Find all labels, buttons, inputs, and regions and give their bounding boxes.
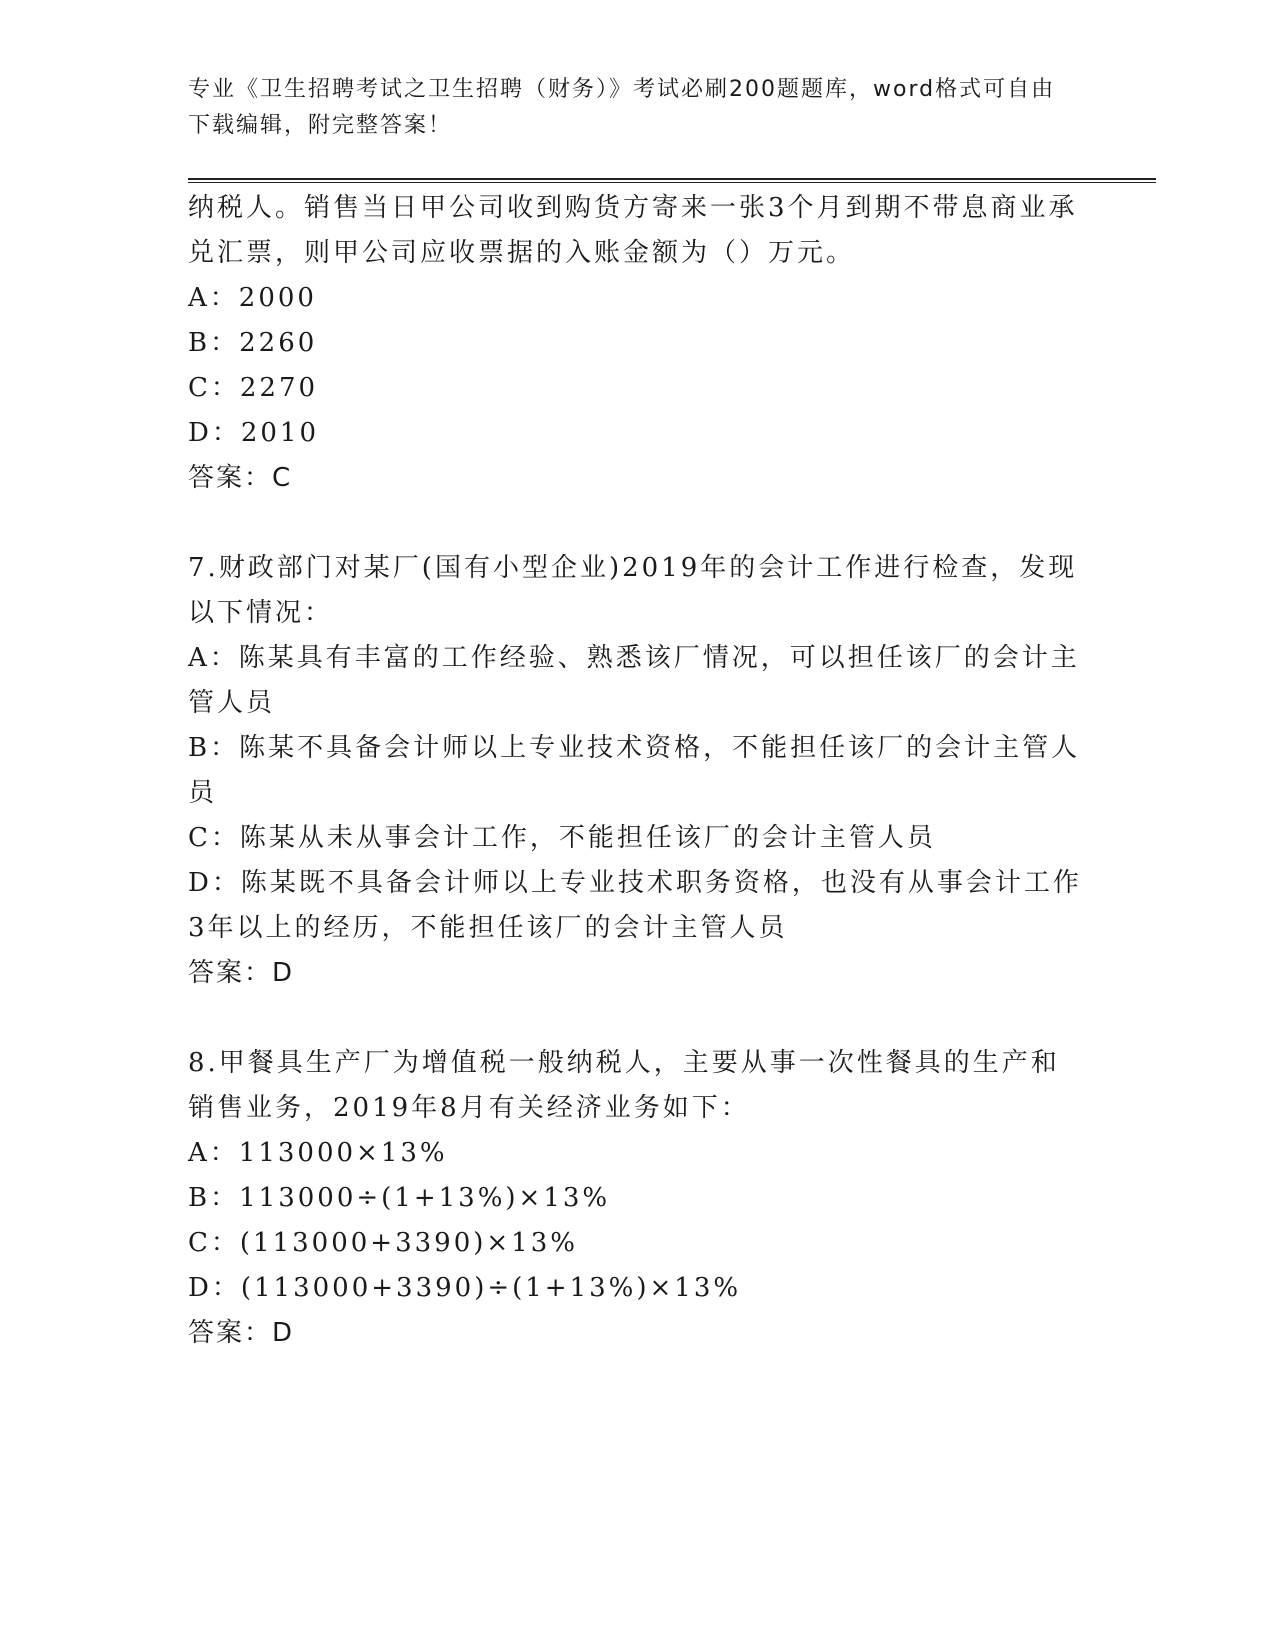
question-7-stem: 7.财政部门对某厂(国有小型企业)2019年的会计工作进行检查，发现以下情况： — [188, 553, 1078, 628]
question-7-answer: 答案：D — [188, 958, 295, 988]
question-7-option-b: B：陈某不具备会计师以上专业技术资格，不能担任该厂的会计主管人员 — [188, 733, 1081, 808]
question-8-option-d: D：(113000+3390)÷(1+13%)×13% — [188, 1273, 742, 1303]
question-7-option-d: D：陈某既不具备会计师以上专业技术职务资格，也没有从事会计工作3年以上的经历，不能担任该厂的会计主管人员 — [188, 868, 1082, 943]
question-8-option-a: A：113000×13% — [188, 1138, 448, 1168]
question-7-option-c: C：陈某从未从事会计工作，不能担任该厂的会计主管人员 — [188, 823, 936, 853]
question-7-option-a: A：陈某具有丰富的工作经验、熟悉该厂情况，可以担任该厂的会计主管人员 — [188, 643, 1080, 718]
question-8-option-c: C：(113000+3390)×13% — [188, 1228, 578, 1258]
question-6-answer: 答案：C — [188, 463, 293, 493]
question-8-option-b: B：113000÷(1+13%)×13% — [188, 1183, 611, 1213]
question-6-option-b: B：2260 — [188, 328, 318, 358]
question-6-option-a: A：2000 — [188, 283, 317, 313]
question-6-option-c: C：2270 — [188, 373, 319, 403]
question-8-answer: 答案：D — [188, 1318, 295, 1348]
spacer — [188, 501, 1088, 546]
question-6-stem: 纳税人。销售当日甲公司收到购货方寄来一张3个月到期不带息商业承兑汇票，则甲公司应收票据的入账金额为（）万元。 — [188, 193, 1078, 268]
spacer — [188, 996, 1088, 1041]
question-6-block — [188, 186, 1088, 1356]
header-divider — [188, 178, 1156, 183]
question-8-stem: 8.甲餐具生产厂为增值税一般纳税人，主要从事一次性餐具的生产和销售业务，2019年8月有关经济业务如下： — [188, 1048, 1060, 1123]
question-6-option-d: D：2010 — [188, 418, 320, 448]
document-header-title: 专业《卫生招聘考试之卫生招聘（财务）》考试必刷200题题库，word格式可自由下载编辑，附完整答案！ — [188, 77, 1056, 138]
